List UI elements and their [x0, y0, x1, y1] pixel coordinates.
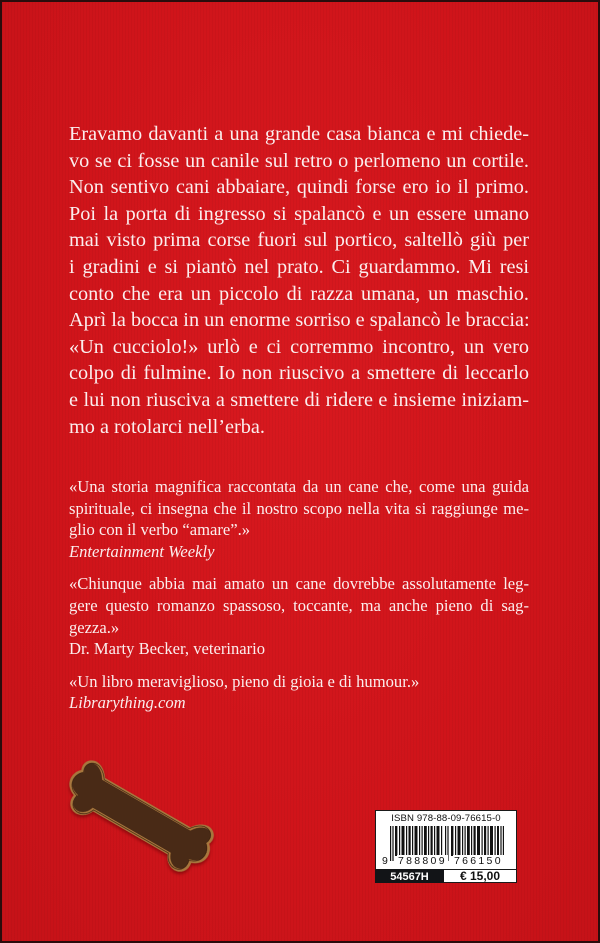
- quote-line: spirituale, ci insegna che il nostro scopo nella vita si raggiunge me-: [69, 498, 529, 518]
- quote-source: Librarything.com: [69, 693, 186, 713]
- quote-line: «Una storia magnifica raccontata da un cane che, come una guida: [69, 477, 529, 496]
- quote-line: «Un libro meraviglioso, pieno di gioia e di humour.»: [69, 671, 420, 691]
- quote-line: «Chiunque abbia mai amato un cane dovrebbe assolutamente leg-: [69, 574, 529, 594]
- price-row: [375, 869, 517, 883]
- price-label: € 15,00: [444, 869, 517, 883]
- barcode-digit-prefix: 9: [382, 855, 388, 867]
- quote-source: Entertainment Weekly: [69, 541, 215, 561]
- quote-source: Dr. Marty Becker, veterinario: [69, 639, 266, 659]
- review-quotes: [69, 476, 529, 725]
- barcode-digits-right: 766150: [454, 855, 503, 867]
- synopsis-line: Non sentivo cani abbaiare, quindi forse ero io il primo.: [69, 176, 529, 199]
- product-code: 54567H: [375, 869, 444, 883]
- barcode-digits: [379, 855, 513, 867]
- review-quote: [69, 476, 529, 562]
- synopsis-excerpt: [69, 121, 529, 440]
- quote-line: gere questo romanzo spassoso, toccante, ma anche pieno di sag-: [69, 595, 529, 615]
- isbn-barcode-label: [375, 810, 517, 883]
- synopsis-line: i gradini e si piantò nel prato. Ci guardammo. Mi resi: [69, 255, 529, 278]
- synopsis-line: mai visto prima corse fuori sul portico, saltellò giù per: [69, 229, 529, 252]
- barcode-digits-left: 788809: [398, 855, 447, 867]
- synopsis-line: Poi la porta di ingresso si spalancò e un essere umano: [69, 202, 529, 225]
- review-quote: [69, 573, 529, 659]
- synopsis-line: vo se ci fosse un canile sul retro o perlomeno un cortile.: [69, 149, 529, 172]
- quote-line: gezza.»: [69, 617, 120, 637]
- synopsis-line: Eravamo davanti a una grande casa bianca e mi chiede-: [69, 123, 529, 145]
- isbn-number: ISBN 978-88-09-76615-0: [391, 813, 501, 824]
- synopsis-line: mo a rotolarci nell’erba.: [69, 415, 265, 438]
- synopsis-line: colpo di fulmine. Io non riuscivo a smettere di leccarlo: [69, 362, 529, 385]
- synopsis-line: e lui non riusciva a smettere di ridere e insieme iniziam-: [69, 388, 529, 411]
- synopsis-line: Aprì la bocca in un enorme sorriso e spalancò le braccia:: [69, 309, 530, 332]
- synopsis-line: conto che era un piccolo di razza umana, un maschio.: [69, 282, 529, 305]
- quote-line: glio con il verbo “amare”.»: [69, 520, 251, 540]
- dog-bone-icon: [60, 754, 220, 878]
- synopsis-line: «Un cucciolo!» urlò e ci corremmo incontro, un vero: [69, 335, 529, 358]
- review-quote: [69, 671, 529, 714]
